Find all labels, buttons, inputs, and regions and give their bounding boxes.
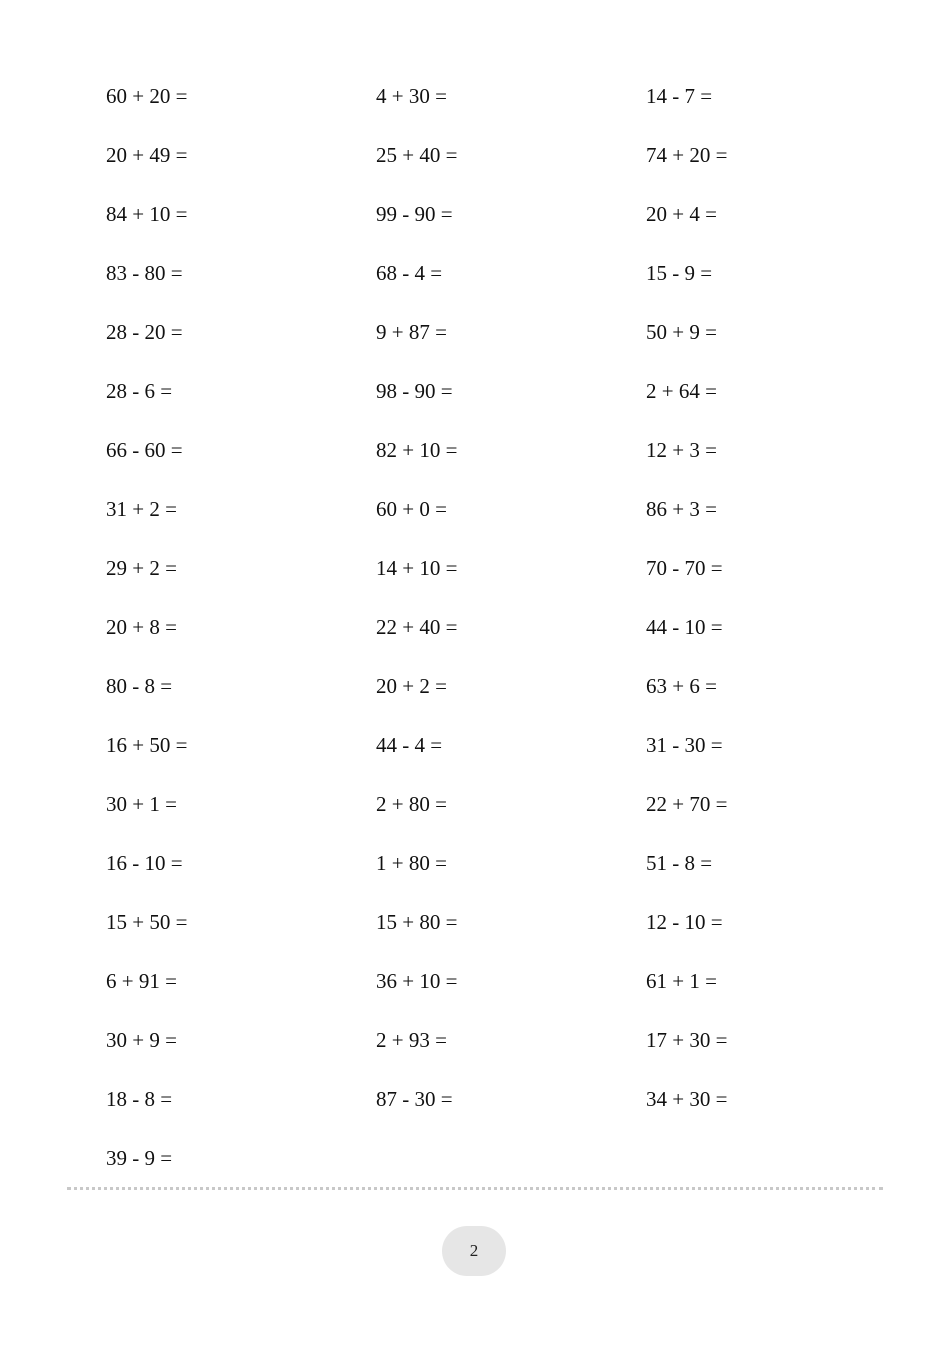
page-number: 2 [469, 1241, 479, 1260]
math-problem: 28 - 6 = [106, 379, 173, 403]
dotted-divider [67, 1187, 883, 1190]
math-problem: 84 + 10 = [106, 202, 188, 226]
math-problem: 28 - 20 = [106, 320, 183, 344]
math-problem: 4 + 30 = [376, 84, 447, 108]
math-problem: 18 - 8 = [106, 1087, 173, 1111]
math-problem: 34 + 30 = [646, 1087, 728, 1111]
math-problem: 30 + 1 = [106, 792, 177, 816]
math-problem: 99 - 90 = [376, 202, 453, 226]
math-problem: 63 + 6 = [646, 674, 717, 698]
math-problem: 20 + 2 = [376, 674, 447, 698]
math-problem: 70 - 70 = [646, 556, 723, 580]
math-problem: 30 + 9 = [106, 1028, 177, 1052]
math-problem: 12 - 10 = [646, 910, 723, 934]
math-problem: 14 + 10 = [376, 556, 458, 580]
math-problem: 31 + 2 = [106, 497, 177, 521]
math-problem: 86 + 3 = [646, 497, 717, 521]
page-number-badge [442, 1226, 506, 1276]
math-problem: 25 + 40 = [376, 143, 458, 167]
math-problem: 16 + 50 = [106, 733, 188, 757]
math-problem: 14 - 7 = [646, 84, 713, 108]
math-problem: 61 + 1 = [646, 969, 717, 993]
math-problem: 51 - 8 = [646, 851, 713, 875]
math-problem: 29 + 2 = [106, 556, 177, 580]
math-problem: 20 + 49 = [106, 143, 188, 167]
math-problem: 20 + 4 = [646, 202, 717, 226]
math-problem: 16 - 10 = [106, 851, 183, 875]
math-problem: 44 - 4 = [376, 733, 443, 757]
math-problem: 2 + 64 = [646, 379, 717, 403]
math-problem: 22 + 40 = [376, 615, 458, 639]
math-problem: 87 - 30 = [376, 1087, 453, 1111]
math-problem: 6 + 91 = [106, 969, 177, 993]
math-problem: 44 - 10 = [646, 615, 723, 639]
math-problem: 39 - 9 = [106, 1146, 173, 1170]
math-problem: 9 + 87 = [376, 320, 447, 344]
math-problem: 98 - 90 = [376, 379, 453, 403]
math-problem: 22 + 70 = [646, 792, 728, 816]
math-problem: 68 - 4 = [376, 261, 443, 285]
math-problem: 17 + 30 = [646, 1028, 728, 1052]
math-problem: 15 + 80 = [376, 910, 458, 934]
math-problem: 60 + 20 = [106, 84, 188, 108]
math-problem: 15 - 9 = [646, 261, 713, 285]
math-problem: 66 - 60 = [106, 438, 183, 462]
problem-grid [106, 83, 886, 1204]
math-problem: 20 + 8 = [106, 615, 177, 639]
math-problem: 83 - 80 = [106, 261, 183, 285]
math-problem: 74 + 20 = [646, 143, 728, 167]
math-problem: 36 + 10 = [376, 969, 458, 993]
math-problem: 82 + 10 = [376, 438, 458, 462]
math-problem: 31 - 30 = [646, 733, 723, 757]
math-problem: 2 + 93 = [376, 1028, 447, 1052]
math-problem: 15 + 50 = [106, 910, 188, 934]
math-problem: 60 + 0 = [376, 497, 447, 521]
math-problem: 80 - 8 = [106, 674, 173, 698]
math-problem: 2 + 80 = [376, 792, 447, 816]
math-problem: 50 + 9 = [646, 320, 717, 344]
math-problem: 1 + 80 = [376, 851, 447, 875]
math-problem: 12 + 3 = [646, 438, 717, 462]
